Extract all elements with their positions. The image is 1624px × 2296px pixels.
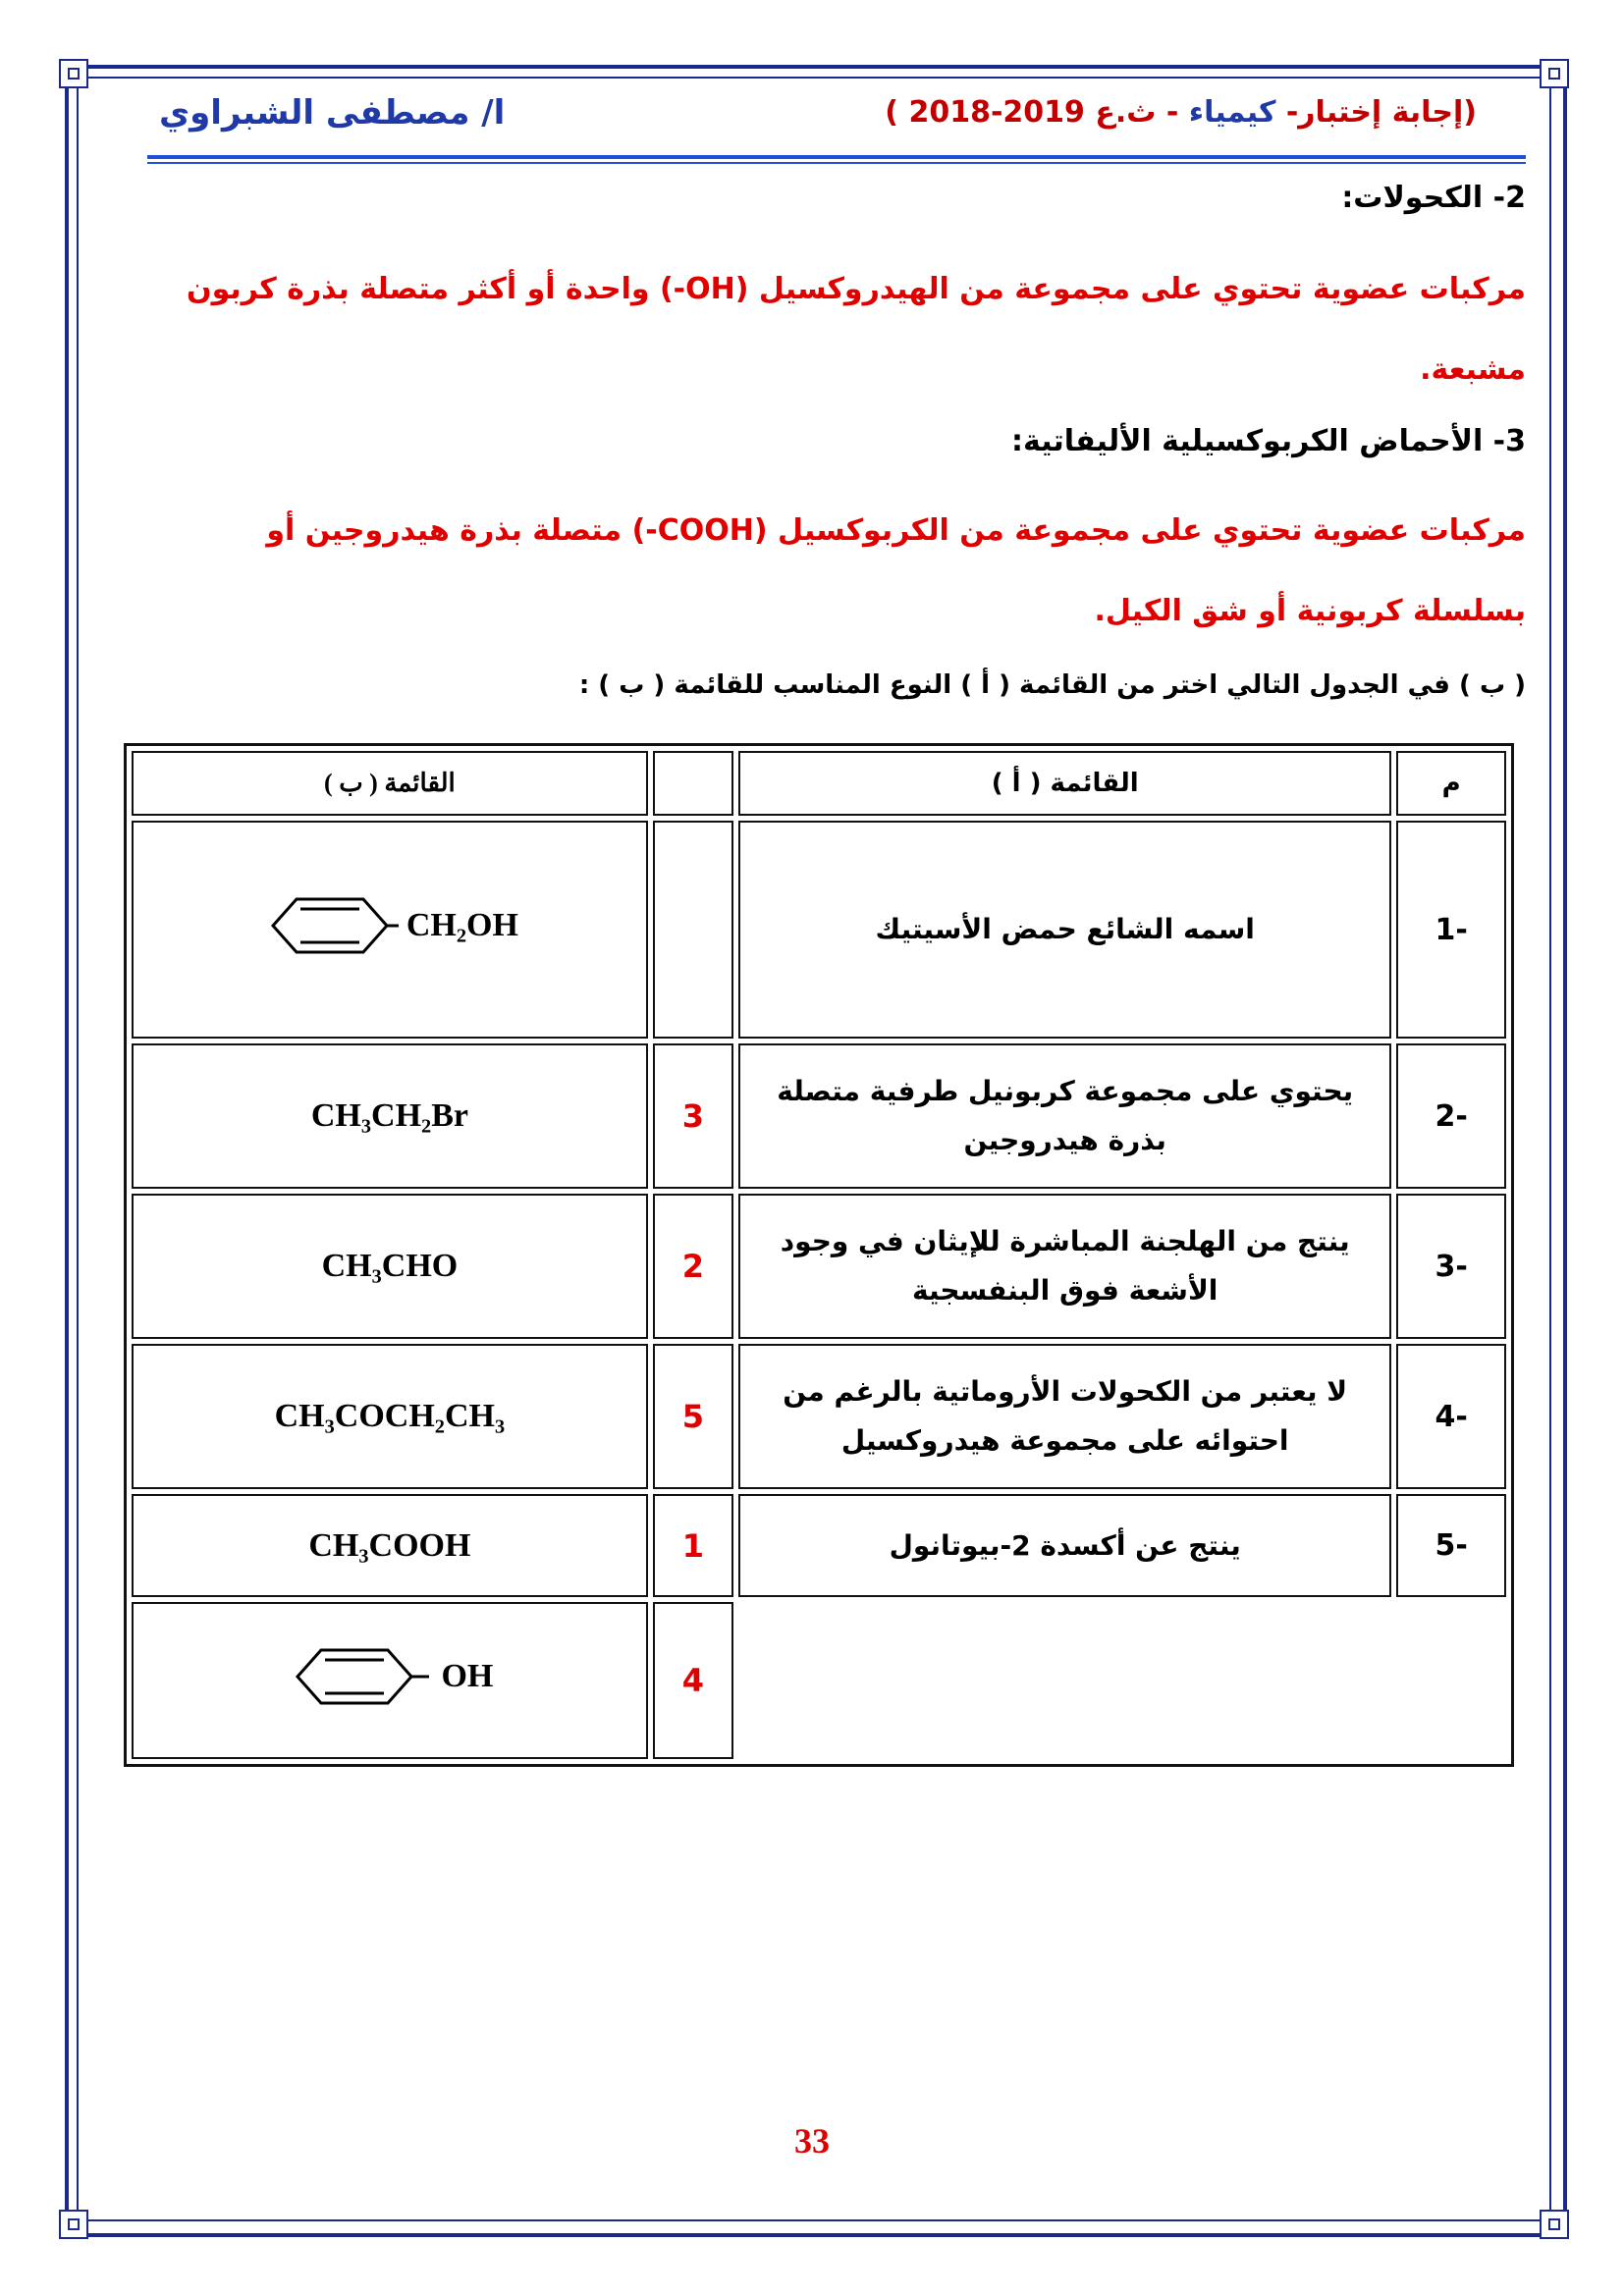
section3-definition: مركبات عضوية تحتوي على مجموعة من الكربوكسيل (COOH-) متصلة بذرة هيدروجين أو بسلسلة كربونية أو شق الكيل. <box>266 513 1526 628</box>
exam-title-prefix: (إجابة إختبار- <box>1275 95 1477 130</box>
list-b-item <box>132 821 648 1039</box>
table-row <box>132 821 1506 1039</box>
header-rule <box>147 155 1526 159</box>
header-list-b: القائمة ( ب ) <box>132 751 648 816</box>
list-a-item: لا يعتبر من الكحولات الأروماتية بالرغم من احتوائه على مجموعة هيدروكسيل <box>738 1344 1391 1489</box>
list-a-item: اسمه الشائع حمض الأسيتيك <box>738 821 1391 1039</box>
question-prompt: ( ب ) في الجدول التالي اختر من القائمة ( أ ) النوع المناسب للقائمة ( ب ) : <box>578 670 1526 700</box>
exam-title <box>885 95 1477 130</box>
frame-corner-ornament <box>59 59 88 88</box>
page-number: 33 <box>794 2121 830 2161</box>
table-row <box>132 1494 1506 1597</box>
phenol-structure <box>286 1642 493 1711</box>
empty-cell <box>738 1602 1391 1759</box>
row-number: -2 <box>1396 1043 1506 1189</box>
list-b-item: CH₃CHO <box>132 1194 648 1339</box>
section2-definition: مركبات عضوية تحتوي على مجموعة من الهيدروكسيل (OH-) واحدة أو أكثر متصلة بذرة كربون مشبعة. <box>186 272 1526 387</box>
benzene-ring-icon <box>261 891 399 960</box>
list-b-item: CH₃CH₂Br <box>132 1043 648 1189</box>
exam-subject: كيمياء <box>1188 95 1276 130</box>
answer-cell: 2 <box>653 1194 733 1339</box>
header-num: م <box>1396 751 1506 816</box>
teacher-name: ا/ مصطفى الشبراوي <box>159 93 506 133</box>
page-header <box>147 93 1477 152</box>
row-number: -1 <box>1396 821 1506 1039</box>
section3-heading: 3- الأحماض الكربوكسيلية الأليفاتية: <box>1011 424 1526 458</box>
answer-cell: 4 <box>653 1602 733 1759</box>
header-rule-thin <box>147 162 1526 164</box>
header-answer <box>653 751 733 816</box>
frame-corner-ornament <box>59 2210 88 2239</box>
matching-table <box>124 743 1514 1767</box>
benzyl-formula: CH₂OH <box>406 906 518 943</box>
benzene-ring-icon <box>286 1642 433 1711</box>
section2-heading: 2- الكحولات: <box>1341 181 1526 215</box>
table-row <box>132 1043 1506 1189</box>
answer-cell <box>653 821 733 1039</box>
answer-cell: 3 <box>653 1043 733 1189</box>
header-list-a: القائمة ( أ ) <box>738 751 1391 816</box>
table-row <box>132 1194 1506 1339</box>
answer-cell: 5 <box>653 1344 733 1489</box>
benzyl-alcohol-structure <box>261 891 518 960</box>
table-header-row <box>132 751 1506 816</box>
answer-cell: 1 <box>653 1494 733 1597</box>
list-b-item <box>132 1602 648 1759</box>
row-number: -5 <box>1396 1494 1506 1597</box>
table-row <box>132 1344 1506 1489</box>
frame-corner-ornament <box>1540 59 1569 88</box>
row-number: -4 <box>1396 1344 1506 1489</box>
list-b-item: CH₃COCH₂CH₃ <box>132 1344 648 1489</box>
list-a-item: يحتوي على مجموعة كربونيل طرفية متصلة بذرة هيدروجين <box>738 1043 1391 1189</box>
list-a-item: ينتج عن أكسدة 2-بيوتانول <box>738 1494 1391 1597</box>
list-b-item: CH₃COOH <box>132 1494 648 1597</box>
list-a-item: ينتج من الهلجنة المباشرة للإيثان في وجود الأشعة فوق البنفسجية <box>738 1194 1391 1339</box>
row-number: -3 <box>1396 1194 1506 1339</box>
exam-title-rest: - ث.ع 2019-2018 ) <box>885 95 1189 130</box>
frame-corner-ornament <box>1540 2210 1569 2239</box>
table-row-extra <box>132 1602 1506 1759</box>
phenol-formula: OH <box>441 1657 494 1694</box>
empty-cell <box>1396 1602 1506 1759</box>
